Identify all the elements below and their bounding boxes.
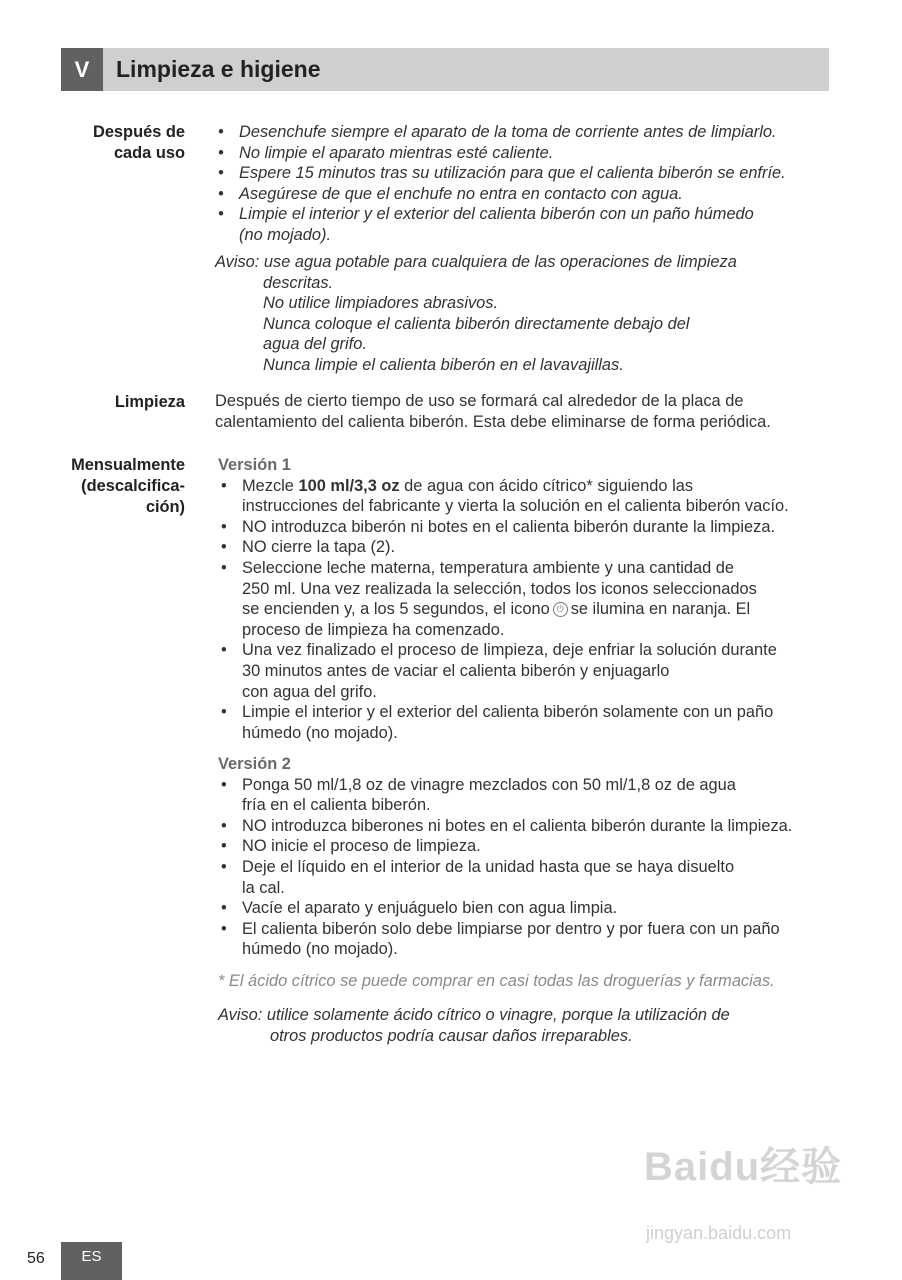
- list-item: • Espere 15 minutos tras su utilización para que el calienta biberón se enfríe.: [215, 163, 855, 184]
- cleaning-text: Después de cierto tiempo de uso se formará cal alrededor de la placa de calentamiento del calienta biberón. Esta debe eliminarse de forma periódica.: [215, 392, 771, 431]
- list-item: • Ponga 50 ml/1,8 oz de vinagre mezclados con 50 ml/1,8 oz de agua fría en el calienta biberón.: [218, 775, 858, 816]
- version-1: [218, 455, 858, 743]
- footnote: * El ácido cítrico se puede comprar en casi todas las droguerías y farmacias.: [218, 972, 775, 990]
- list-item: • Asegúrese de que el enchufe no entra en contacto con agua.: [215, 184, 855, 205]
- section-header: [61, 48, 829, 91]
- watermark-logo: Baidu经验: [644, 1145, 843, 1189]
- list-item: • Limpie el interior y el exterior del calienta biberón solamente con un paño húmedo (no mojado).: [218, 702, 858, 743]
- label-after-use: Después de cada uso: [92, 123, 185, 162]
- list-item: • No limpie el aparato mientras esté caliente.: [215, 143, 855, 164]
- version-1-title: Versión 1: [218, 456, 291, 474]
- list-item: • Limpie el interior y el exterior del calienta biberón con un paño húmedo (no mojado).: [215, 204, 855, 245]
- list-item: • Desenchufe siempre el aparato de la toma de corriente antes de limpiarlo.: [215, 122, 855, 143]
- section-badge: V: [61, 48, 103, 91]
- watermark-url: jingyan.baidu.com: [646, 1223, 792, 1243]
- section-title: Limpieza e higiene: [116, 56, 321, 82]
- list-item: • Mezcle 100 ml/3,3 oz de agua con ácido cítrico* siguiendo las instrucciones del fabricante y vierta la solución en el calienta biberón vacío.: [218, 476, 858, 517]
- page-number: 56: [27, 1250, 45, 1267]
- list-item: • Una vez finalizado el proceso de limpieza, deje enfriar la solución durante 30 minutos antes de vaciar el calienta biberón y enjuagarlo con agua del grifo.: [218, 640, 858, 702]
- monthly-notice: Aviso: utilice solamente ácido cítrico o vinagre, porque la utilización de otros productos podría causar daños irreparables.: [218, 1006, 730, 1045]
- version-2-title: Versión 2: [218, 755, 291, 773]
- after-use-list: [215, 122, 855, 246]
- label-monthly: Mensualmente (descalcifica- ción): [71, 456, 185, 516]
- list-item: • El calienta biberón solo debe limpiarse por dentro y por fuera con un paño húmedo (no mojado).: [218, 919, 858, 960]
- list-item: • Deje el líquido en el interior de la unidad hasta que se haya disuelto la cal.: [218, 857, 858, 898]
- version-2: [218, 754, 858, 960]
- list-item: • NO inicie el proceso de limpieza.: [218, 836, 858, 857]
- list-item: • Vacíe el aparato y enjuáguelo bien con agua limpia.: [218, 898, 858, 919]
- power-icon: ⏻: [553, 602, 568, 617]
- list-item: • NO introduzca biberones ni botes en el calienta biberón durante la limpieza.: [218, 816, 858, 837]
- label-cleaning: Limpieza: [114, 393, 185, 411]
- list-item: • Seleccione leche materna, temperatura ambiente y una cantidad de 250 ml. Una vez realizada la selección, todos los iconos seleccionados se encienden y, a los 5 segundos, el icono ⏻ se ilumina en naranja. El proceso de limpieza ha comenzado.: [218, 558, 858, 640]
- language-badge: ES: [61, 1242, 122, 1280]
- after-use-notice: Aviso: use agua potable para cualquiera de las operaciones de limpieza descritas. No utilice limpiadores abrasivos. Nunca coloque el calienta biberón directamente debajo del agua del grifo. Nunca limpie el calienta biberón en el lavavajillas.: [215, 253, 737, 374]
- list-item: • NO cierre la tapa (2).: [218, 537, 858, 558]
- watermark: [636, 1145, 866, 1250]
- list-item: • NO introduzca biberón ni botes en el calienta biberón durante la limpieza.: [218, 517, 858, 538]
